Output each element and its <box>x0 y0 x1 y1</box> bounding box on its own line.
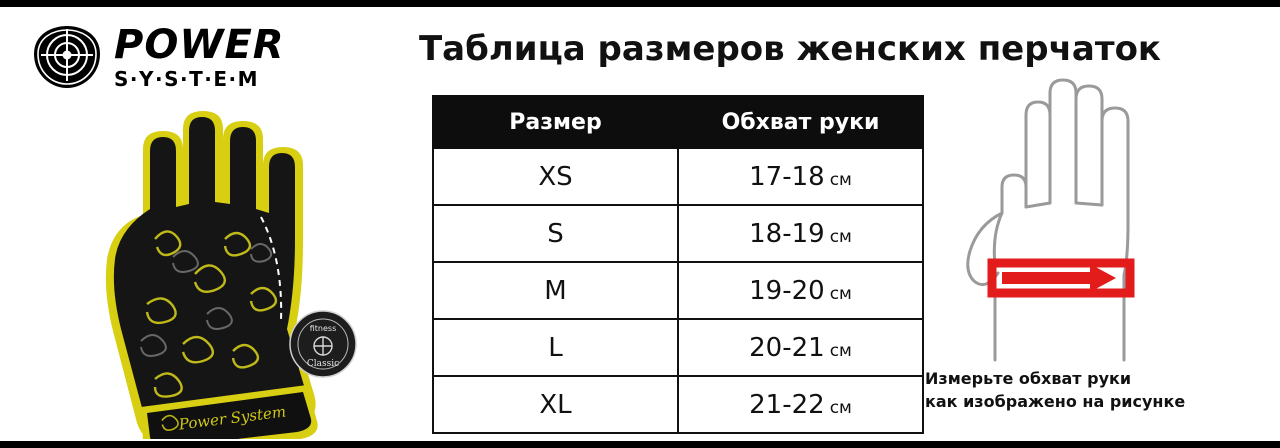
measure-instruction <box>925 367 1255 413</box>
cell-size: L <box>433 319 678 376</box>
table-header-row <box>433 96 923 148</box>
hand-outline-with-measure-arrow-icon <box>940 75 1240 365</box>
cell-girth-value: 17-18 <box>749 161 825 192</box>
glove-patch-bottom-text: Classic <box>306 359 340 369</box>
table-row <box>433 205 923 262</box>
cell-girth-unit: см <box>829 226 852 247</box>
brand-name-system: S·Y·S·T·E·M <box>114 67 259 91</box>
womens-fitness-glove-photo-icon <box>55 89 375 439</box>
cell-girth-value: 18-19 <box>749 218 825 249</box>
cell-girth <box>678 262 923 319</box>
table-row <box>433 376 923 433</box>
table-header-girth: Обхват руки <box>678 96 923 148</box>
brand-wordmark <box>114 22 285 91</box>
measure-instruction-line1: Измерьте обхват руки <box>925 369 1132 388</box>
cell-size: XL <box>433 376 678 433</box>
glove-strap-label: Power System <box>177 402 287 434</box>
table-row <box>433 319 923 376</box>
cell-girth-value: 21-22 <box>749 389 825 420</box>
cell-girth <box>678 205 923 262</box>
cell-girth <box>678 148 923 205</box>
cell-girth-unit: см <box>829 397 852 418</box>
cell-size: M <box>433 262 678 319</box>
table-row <box>433 148 923 205</box>
brand-logo <box>30 21 330 93</box>
table-header-size: Размер <box>433 96 678 148</box>
cell-girth-value: 20-21 <box>749 332 825 363</box>
cell-girth <box>678 376 923 433</box>
power-system-target-logo-icon <box>30 24 104 90</box>
cell-girth-unit: см <box>829 169 852 190</box>
brand-name-power: POWER <box>114 22 285 68</box>
glove-patch-top-text: fitness <box>309 324 337 333</box>
cell-girth-unit: см <box>829 340 852 361</box>
size-table <box>432 95 924 434</box>
cell-girth <box>678 319 923 376</box>
cell-size: XS <box>433 148 678 205</box>
cell-size: S <box>433 205 678 262</box>
table-row <box>433 262 923 319</box>
cell-girth-value: 19-20 <box>749 275 825 306</box>
cell-girth-unit: см <box>829 283 852 304</box>
measure-instruction-line2: как изображено на рисунке <box>925 392 1186 412</box>
page-title: Таблица размеров женских перчаток <box>418 29 1162 69</box>
